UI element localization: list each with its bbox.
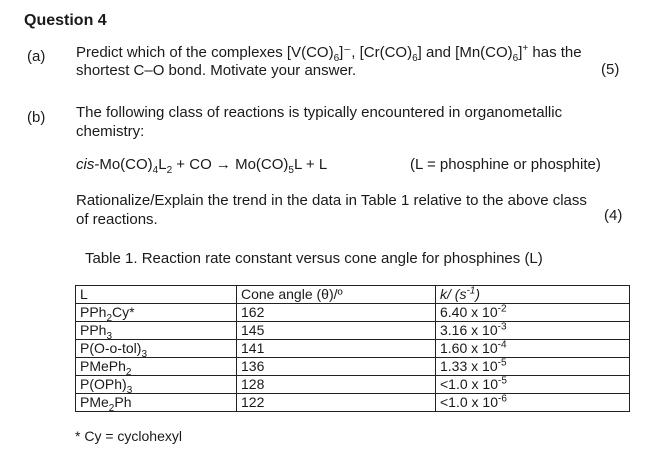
eq-sub-2: 2 (166, 165, 173, 176)
ligand-cell (76, 304, 237, 322)
ligand-sub: 2 (108, 402, 115, 414)
part-b-line1: The following class of reactions is typically encountered in organometallic (76, 104, 563, 121)
k-exp: -6 (498, 393, 507, 405)
table-row (76, 376, 630, 394)
ligand-cell (76, 358, 237, 376)
eq-product-end: L + L (293, 156, 328, 173)
part-b-line2: chemistry: (76, 123, 145, 140)
header-cone-angle: Cone angle (θ)/º (237, 286, 436, 304)
header-k: k (440, 286, 447, 302)
part-a-line2: shortest C–O bond. Motivate your answer. (76, 62, 357, 79)
header-k-close: ) (475, 286, 481, 302)
k-exp: -4 (497, 339, 507, 351)
k-cell (436, 304, 630, 322)
part-b-label: (b) (27, 109, 46, 126)
table-row (76, 358, 630, 376)
ligand-note: (L = phosphine or phosphite) (410, 156, 601, 173)
rate-table (75, 285, 630, 412)
angle-cell: 136 (237, 358, 436, 376)
header-rate-constant (436, 286, 630, 304)
part-a-label: (a) (27, 48, 46, 65)
cr-subscript: 6 (412, 53, 418, 64)
mn-charge: + (522, 43, 529, 54)
eq-sub-5: 5 (288, 165, 294, 176)
part-a-text-3: ] and [Mn(CO) (417, 44, 513, 61)
k-cell (436, 322, 630, 340)
k-cell (436, 358, 630, 376)
ligand-cell (76, 322, 237, 340)
angle-cell: 141 (237, 340, 436, 358)
k-exp: -5 (498, 375, 507, 387)
table-row (76, 322, 630, 340)
ligand-sub: 2 (125, 366, 132, 378)
ligand-text-end: Ph (114, 394, 132, 410)
k-exp: -5 (497, 357, 507, 369)
k-base: <1.0 x 10 (440, 376, 498, 392)
k-base: <1.0 x 10 (440, 394, 498, 410)
ligand-cell (76, 376, 237, 394)
header-ligand: L (76, 286, 237, 304)
ligand-text: PPh (80, 322, 107, 338)
table-header-row (76, 286, 630, 304)
angle-cell: 162 (237, 304, 436, 322)
ligand-sub: 3 (106, 330, 113, 342)
header-k-units: / (s (447, 286, 467, 302)
table-footnote: * Cy = cyclohexyl (75, 428, 182, 444)
ligand-text: P(OPh) (80, 376, 127, 392)
ligand-text: PMePh (80, 358, 126, 374)
ligand-text: PMe (80, 394, 109, 410)
eq-arrow-product: + CO → Mo(CO) (172, 156, 289, 173)
header-k-exp: -1 (466, 285, 476, 297)
ligand-cell (76, 340, 237, 358)
part-a-marks: (5) (601, 61, 620, 78)
table-row (76, 394, 630, 412)
part-a-line1 (76, 43, 582, 64)
k-base: 1.33 x 10 (440, 358, 498, 374)
mn-subscript: 6 (512, 53, 519, 64)
part-a-text-1: Predict which of the complexes [V(CO) (76, 44, 334, 61)
part-b-marks: (4) (604, 207, 623, 224)
ligand-sub: 2 (106, 312, 113, 324)
cis-prefix: cis (76, 156, 95, 173)
k-cell (436, 340, 630, 358)
v-charge: ]⁻ (339, 44, 352, 61)
question-title: Question 4 (24, 12, 107, 29)
part-a-text-5: has the (528, 44, 582, 61)
table-caption: Table 1. Reaction rate constant versus cone angle for phosphines (L) (85, 250, 543, 267)
k-base: 1.60 x 10 (440, 340, 498, 356)
ligand-sub: 3 (141, 348, 148, 360)
eq-ligand: L (158, 156, 167, 173)
k-cell (436, 394, 630, 412)
angle-cell: 122 (237, 394, 436, 412)
angle-cell: 145 (237, 322, 436, 340)
part-b-line4: of reactions. (76, 211, 158, 228)
part-a-text-4: ] (518, 44, 523, 61)
part-a-text-2: , [Cr(CO) (351, 44, 413, 61)
angle-cell: 128 (237, 376, 436, 394)
ligand-sub: 3 (126, 384, 133, 396)
k-base: 6.40 x 10 (440, 304, 498, 320)
k-exp: -2 (497, 303, 507, 315)
ligand-text-end: Cy* (112, 304, 135, 320)
ligand-text: PPh (80, 304, 107, 320)
reaction-equation (76, 156, 328, 176)
k-exp: -3 (497, 321, 507, 333)
v-subscript: 6 (333, 53, 340, 64)
k-cell (436, 376, 630, 394)
part-b-line3: Rationalize/Explain the trend in the data in Table 1 relative to the above class (76, 192, 587, 209)
table-row (76, 304, 630, 322)
table-row (76, 340, 630, 358)
eq-sub-4: 4 (152, 165, 159, 176)
ligand-text: P(O-o-tol) (80, 340, 142, 356)
k-base: 3.16 x 10 (440, 322, 498, 338)
ligand-cell (76, 394, 237, 412)
eq-mo-reactant: -Mo(CO) (94, 156, 153, 173)
